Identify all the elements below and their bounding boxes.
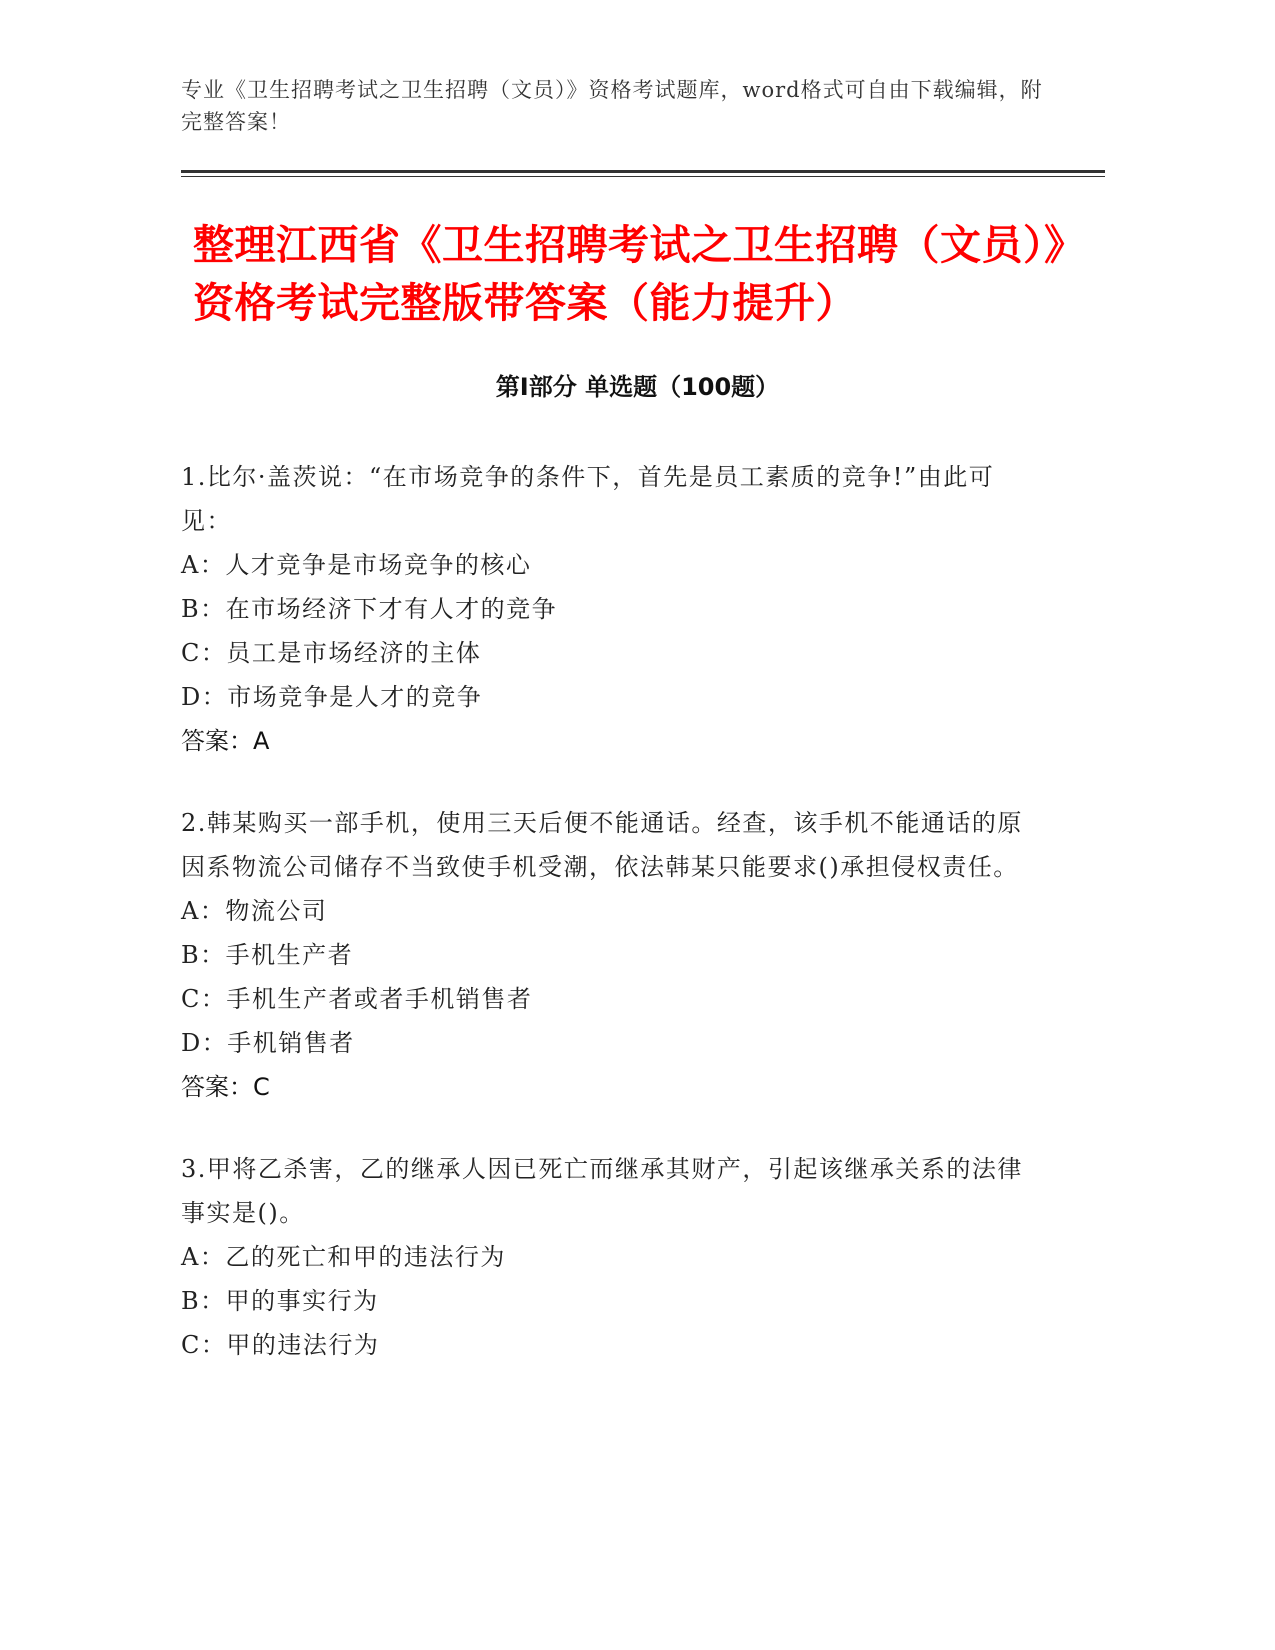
header-divider-thick bbox=[181, 170, 1105, 173]
question-stem: 2.韩某购买一部手机，使用三天后便不能通话。经查，该手机不能通话的原因系物流公司储存不当致使手机受潮，依法韩某只能要求()承担侵权责任。 bbox=[181, 809, 1023, 881]
option-b: B：甲的事实行为 bbox=[181, 1287, 379, 1315]
question-3 bbox=[181, 1147, 1031, 1367]
option-a: A：乙的死亡和甲的违法行为 bbox=[181, 1243, 506, 1271]
option-d: D：手机销售者 bbox=[181, 1029, 355, 1057]
option-a: A：物流公司 bbox=[181, 897, 328, 925]
option-d: D：市场竞争是人才的竞争 bbox=[181, 683, 483, 711]
document-title: 整理江西省《卫生招聘考试之卫生招聘（文员）》资格考试完整版带答案（能力提升） bbox=[193, 221, 1086, 327]
question-list bbox=[181, 455, 1031, 1405]
header-note: 专业《卫生招聘考试之卫生招聘（文员）》资格考试题库，word格式可自由下载编辑，附完整答案！ bbox=[181, 78, 1043, 134]
answer: 答案：C bbox=[181, 1073, 270, 1101]
option-c: C：手机生产者或者手机销售者 bbox=[181, 985, 533, 1013]
option-a: A：人才竞争是市场竞争的核心 bbox=[181, 551, 532, 579]
header-divider-thin bbox=[181, 176, 1105, 177]
answer: 答案：A bbox=[181, 727, 270, 755]
option-b: B：在市场经济下才有人才的竞争 bbox=[181, 595, 558, 623]
question-stem: 1.比尔·盖茨说：“在市场竞争的条件下，首先是员工素质的竞争!”由此可见： bbox=[181, 463, 995, 535]
question-2 bbox=[181, 801, 1031, 1109]
section-heading: 第Ⅰ部分 单选题（100题） bbox=[495, 373, 780, 401]
question-1 bbox=[181, 455, 1031, 763]
option-b: B：手机生产者 bbox=[181, 941, 354, 969]
option-c: C：甲的违法行为 bbox=[181, 1331, 380, 1359]
option-c: C：员工是市场经济的主体 bbox=[181, 639, 482, 667]
question-stem: 3.甲将乙杀害，乙的继承人因已死亡而继承其财产，引起该继承关系的法律事实是()。 bbox=[181, 1155, 1023, 1227]
